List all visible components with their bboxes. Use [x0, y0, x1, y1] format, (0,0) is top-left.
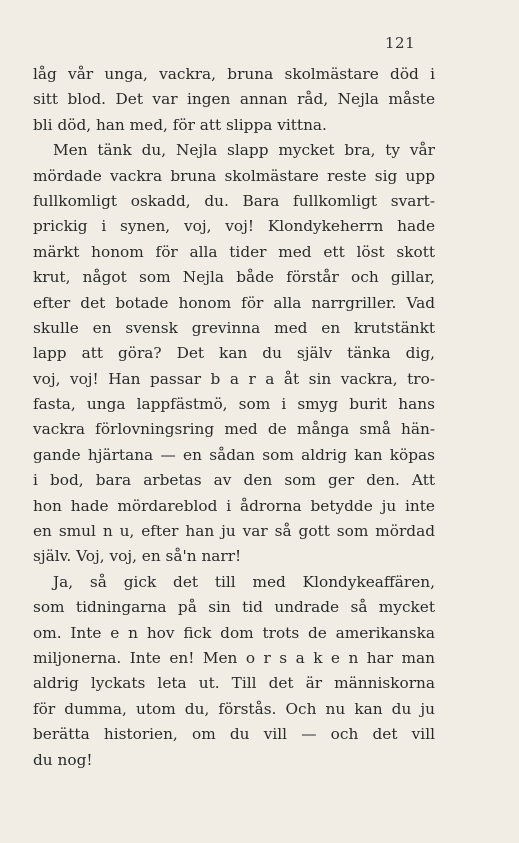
text-line: Men tänk du, Nejla slapp mycket bra, ty vår [53, 141, 435, 160]
text-line: mördade vackra bruna skolmästare reste sig upp [33, 166, 435, 185]
text-line: vackra förlovningsring med de många små hän- [33, 420, 435, 439]
text-line: märkt honom för alla tider med ett löst skott [33, 242, 435, 261]
text-line: miljonerna. Inte en! Men o r s a k e n har man [33, 648, 435, 667]
text-line: en smul n u, efter han ju var så gott som mördad [33, 522, 435, 541]
text-line: du nog! [33, 750, 93, 769]
text-line: voj, voj! Han passar b a r a åt sin vackra, tro- [33, 369, 435, 388]
text-line: för dumma, utom du, förstås. Och nu kan du ju [33, 699, 435, 718]
text-line: gande hjärtana — en sådan som aldrig kan köpas [33, 445, 435, 464]
text-line: fasta, unga lappfästmö, som i smyg burit hans [33, 395, 435, 414]
text-line: prickig i synen, voj, voj! Klondykeherrn hade [33, 217, 435, 236]
text-line: sitt blod. Det var ingen annan råd, Nejla måste [33, 90, 435, 109]
text-line: krut, något som Nejla både förstår och gillar, [33, 268, 435, 287]
text-line: hon hade mördareblod i ådrorna betydde ju inte [33, 496, 435, 515]
text-line: låg vår unga, vackra, bruna skolmästare död i [33, 65, 435, 83]
text-line: fullkomligt oskadd, du. Bara fullkomligt svart- [33, 191, 435, 210]
text-line: aldrig lyckats leta ut. Till det är människorna [33, 674, 435, 693]
text-line: skulle en svensk grevinna med en krutstänkt [33, 318, 435, 337]
text-line: själv. Voj, voj, en så'n narr! [33, 547, 242, 566]
text-line: lapp att göra? Det kan du själv tänka dig, [33, 344, 435, 363]
text-line: som tidningarna på sin tid undrade så mycket [33, 598, 435, 617]
body-text [33, 62, 435, 773]
text-line: berätta historien, om du vill — och det vill [33, 725, 435, 744]
text-line: i bod, bara arbetas av den som ger den. Att [33, 471, 435, 490]
text-line: Ja, så gick det till med Klondykeaffären, [53, 572, 435, 591]
text-line: bli död, han med, för att slippa vittna. [33, 115, 327, 134]
page-number: 121 [385, 34, 416, 52]
text-line: om. Inte e n hov fick dom trots de amerikanska [33, 623, 435, 642]
text-line: efter det botade honom för alla narrgriller. Vad [33, 293, 435, 312]
